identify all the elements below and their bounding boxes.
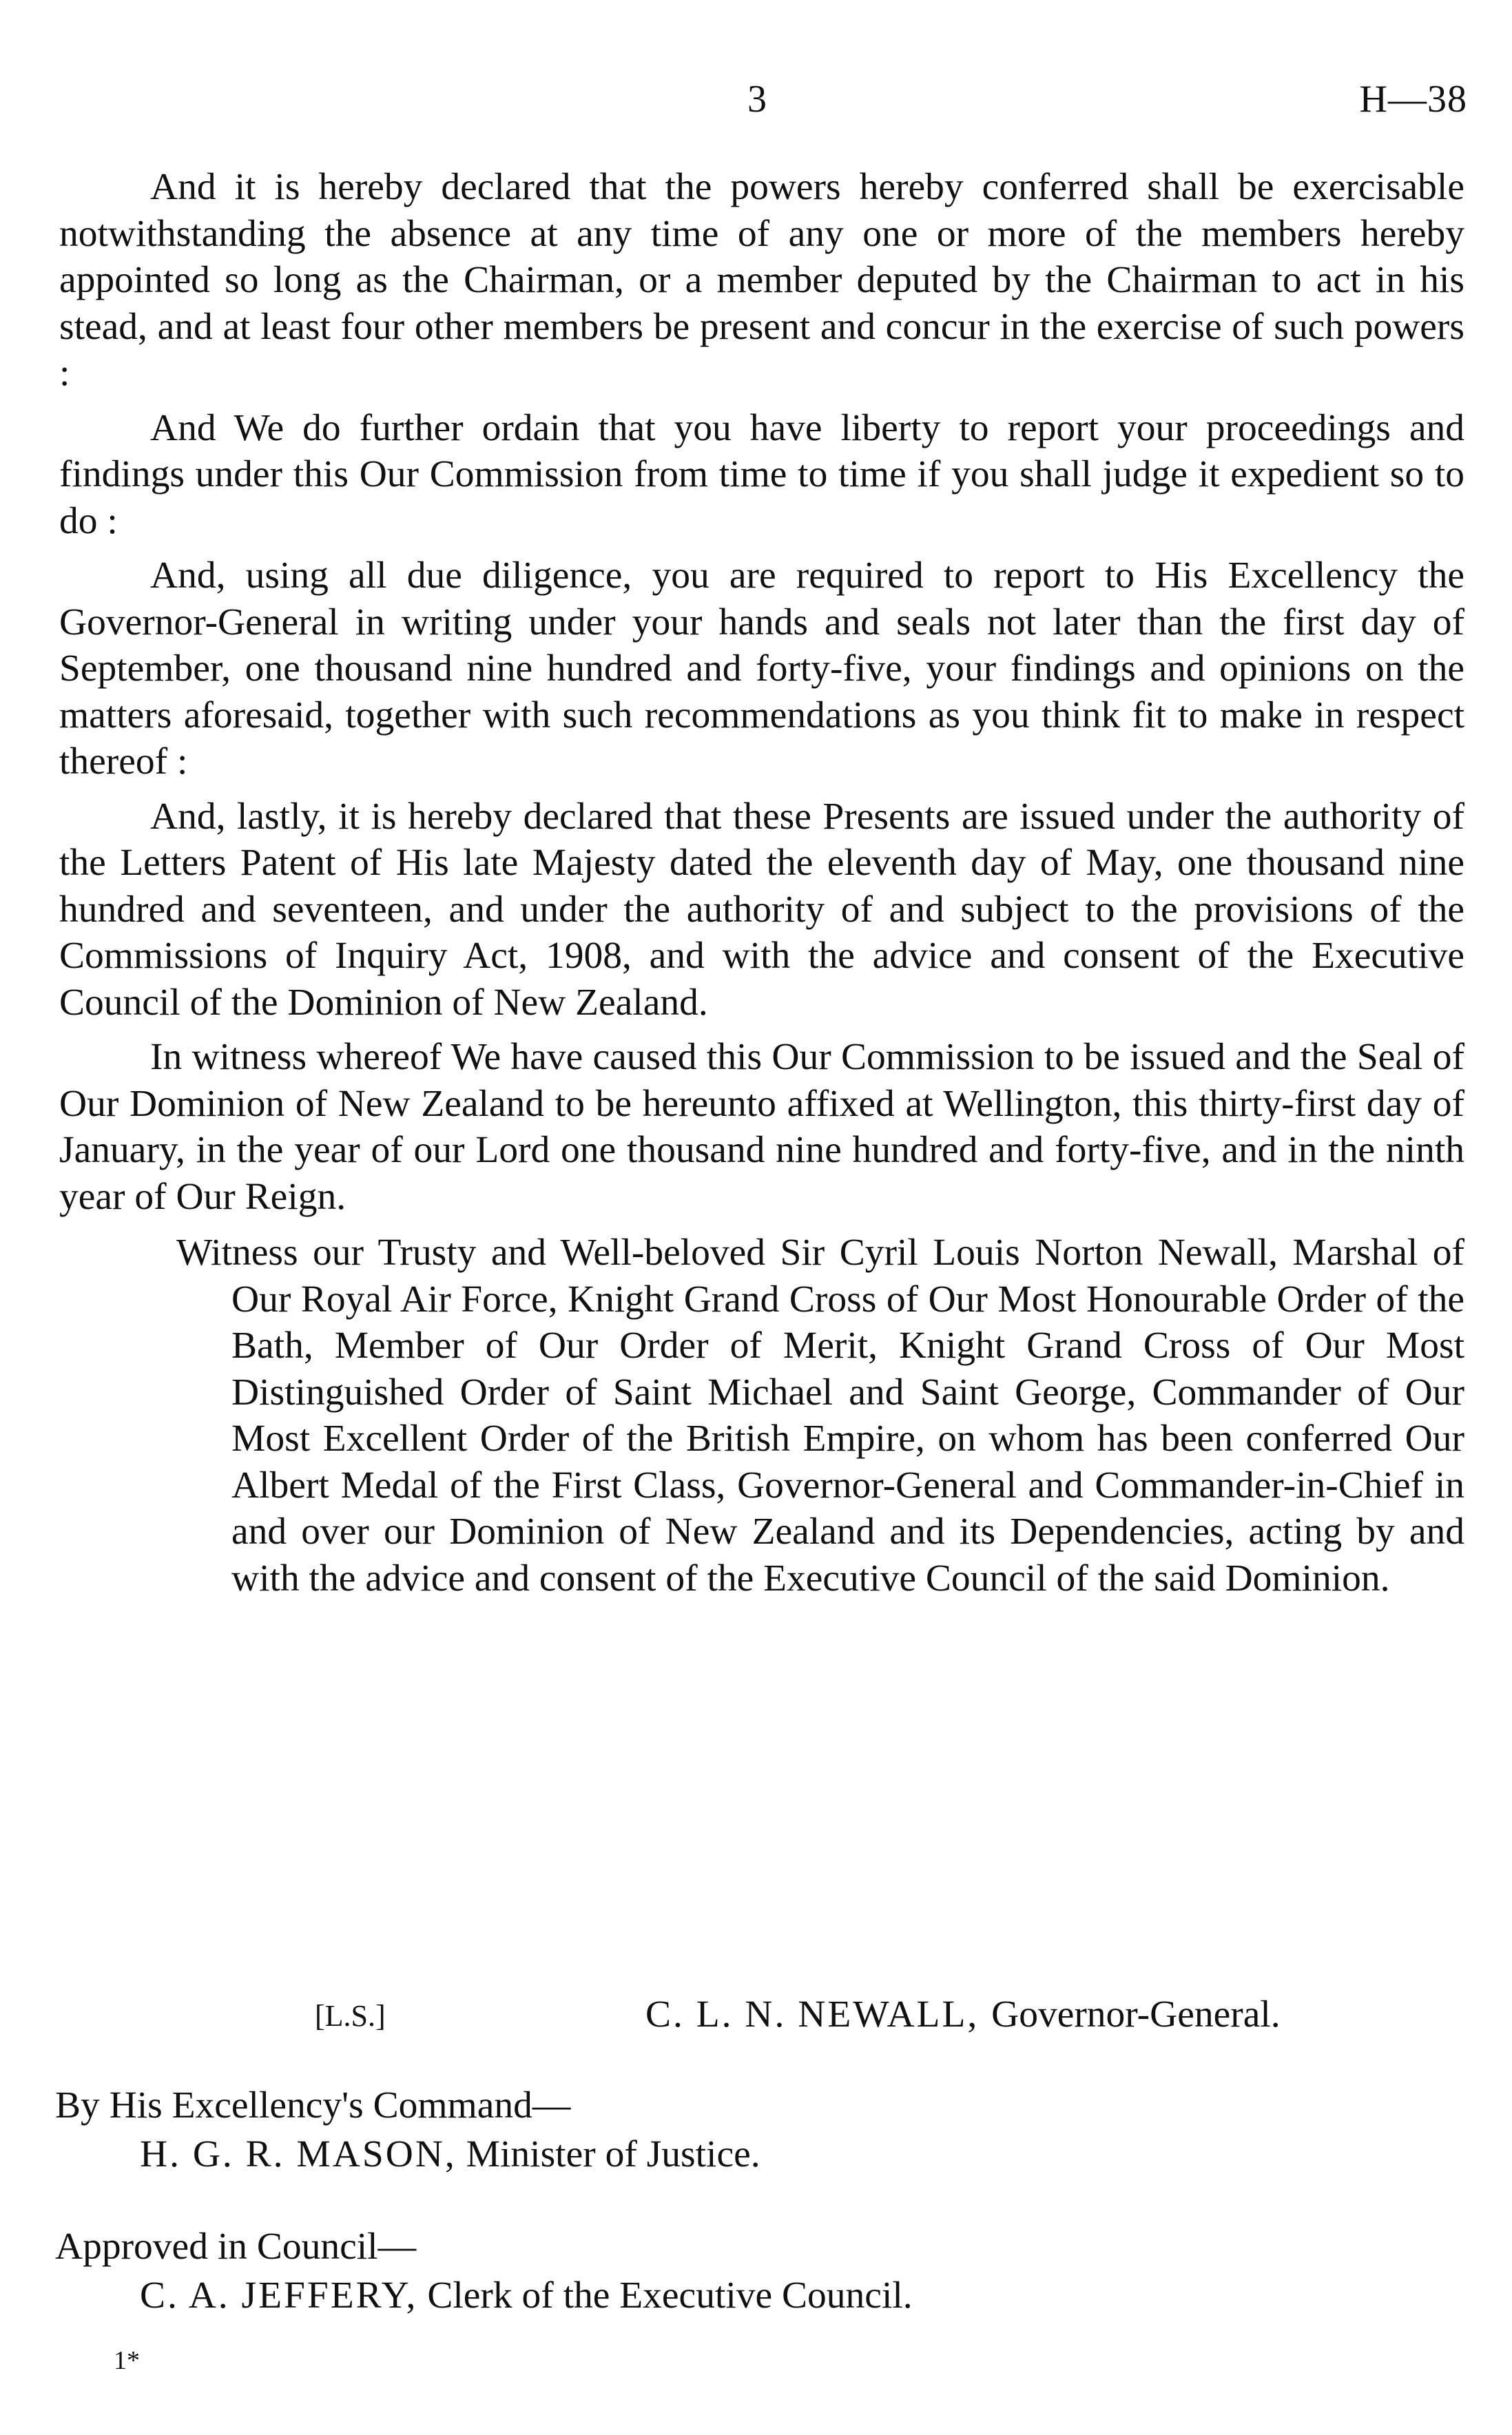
witness-clause: Witness our Trusty and Well-beloved Sir Cyril Louis Norton Newall, Marshal of Our Royal Air Force, Knight Grand Cross of Our Most Honourable Order of the Bath, Member of Our Order of Merit, Knight Grand Cross of Our Most Distinguished Order of Saint Michael and Saint George, Commander of Our Most Excellent Order of the British Empire, on whom has been conferred Our Albert Medal of the First Class, Governor-General and Commander-in-Chief in and over our Dominion of New Zealand and its Dependencies, acting by and with the advice and consent of the Executive Council of the said Dominion.	[176, 1232, 1464, 1599]
governor-general-signature	[645, 1993, 1281, 2036]
paragraph-in-witness: In witness whereof We have caused this Our Commission to be issued and the Seal of Our Dominion of New Zealand to be hereunto affixed at Wellington, this thirty-first day of January, in the year of our Lord one thousand nine hundred and forty-five, and in the ninth year of Our Reign.	[59, 1036, 1464, 1218]
paragraph-authority: And, lastly, it is hereby declared that these Presents are issued under the authority of the Letters Patent of His late Majesty dated the eleventh day of May, one thousand nine hundred and seventeen, and under the authority of and subject to the provisions of the Commissions of Inquiry Act, 1908, and with the advice and consent of the Executive Council of the Dominion of New Zealand.	[59, 795, 1464, 1024]
commission-body	[59, 164, 1464, 1602]
footnote-mark: 1*	[114, 2346, 140, 2375]
governor-general-name: C. L. N. NEWALL,	[645, 1993, 980, 2035]
page-number: 3	[747, 78, 767, 121]
paragraph-liberty-to-report: And We do further ordain that you have liberty to report your proceedings and findings under this Our Commission from time to time if you shall judge it expedient so to do :	[59, 406, 1464, 542]
command-block	[55, 2084, 760, 2176]
document-reference: H—38	[1359, 78, 1467, 121]
governor-general-title: Governor-General.	[991, 1993, 1281, 2035]
command-heading: By His Excellency's Command—	[55, 2084, 571, 2126]
paragraph-powers: And it is hereby declared that the powers hereby conferred shall be exercisable notwithstanding the absence at any time of any one or more of the members hereby appointed so long as the Chairman, or a member deputed by the Chairman to act in his stead, and at least four other members be present and concur in the exercise of such powers :	[59, 166, 1464, 394]
approval-block	[55, 2225, 913, 2317]
approval-signatory	[55, 2274, 913, 2317]
paragraph-report-deadline: And, using all due diligence, you are required to report to His Excellency the Governor-General in writing under your hands and seals not later than the first day of September, one thousand nine hundred and forty-five, your findings and opinions on the matters aforesaid, together with such recommendations as you think fit to make in respect thereof :	[59, 555, 1464, 783]
approval-name: C. A. JEFFERY,	[140, 2275, 418, 2317]
command-title: Minister of Justice.	[466, 2133, 760, 2175]
seal-mark: [L.S.]	[315, 1999, 386, 2033]
command-name: H. G. R. MASON,	[140, 2133, 457, 2175]
page-header	[0, 77, 1512, 125]
approval-title: Clerk of the Executive Council.	[427, 2275, 913, 2317]
command-signatory	[55, 2133, 760, 2176]
approval-heading: Approved in Council—	[55, 2226, 417, 2268]
